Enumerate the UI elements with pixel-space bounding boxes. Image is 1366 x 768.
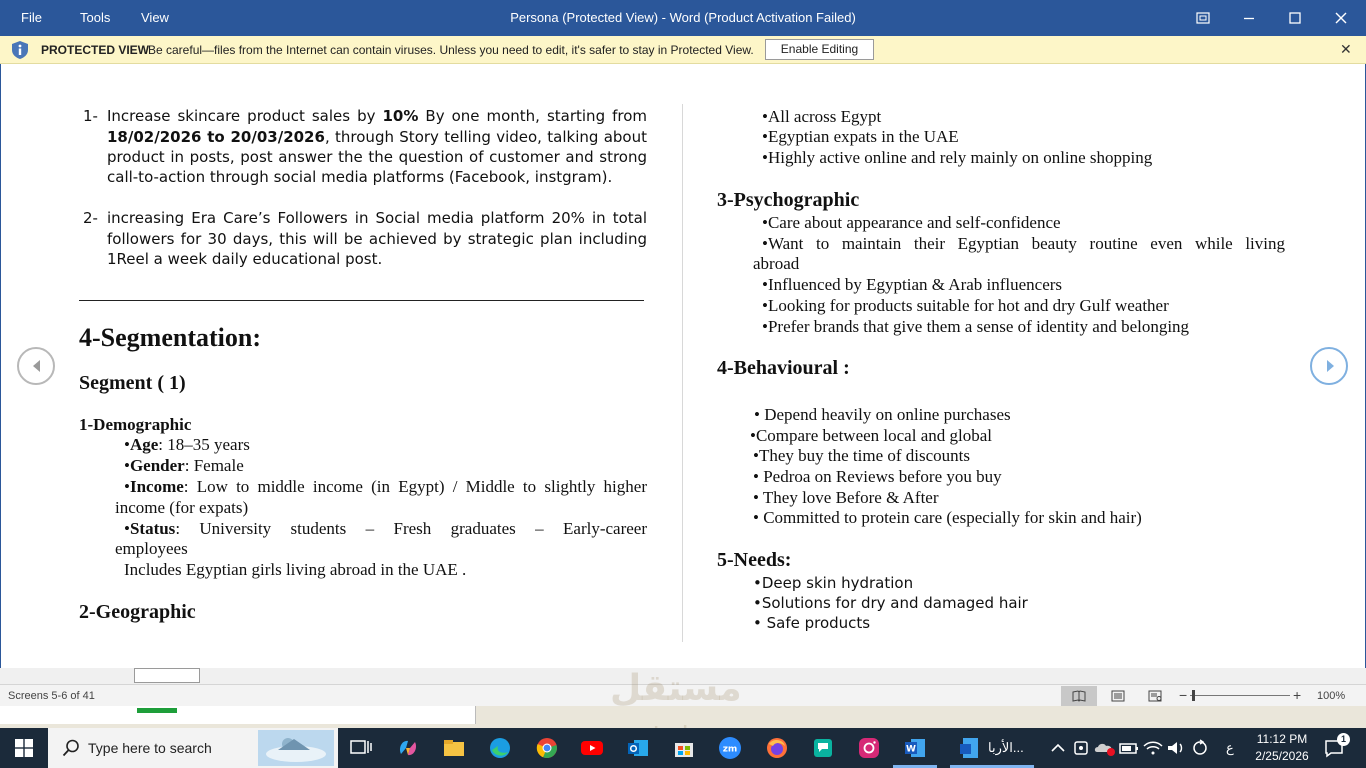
needs-item-text: Deep skin hydration: [761, 574, 914, 592]
beh-item: •Compare between local and global: [750, 426, 992, 445]
word-document-icon[interactable]: [958, 736, 982, 760]
youtube-icon[interactable]: [580, 736, 604, 760]
psy-item-text: Influenced by Egyptian & Arab influencers: [767, 275, 1063, 294]
goal-2-line-3: 1Reel a week daily educational post.: [107, 250, 383, 268]
notification-count-badge: 1: [1337, 733, 1350, 746]
protected-view-close-icon[interactable]: ✕: [1340, 41, 1352, 57]
goal-1-dates: 18/02/2026 to 20/03/2026: [107, 128, 325, 146]
status-continuation: employees: [115, 539, 188, 558]
beh-item-text: Compare between local and global: [755, 426, 992, 445]
menu-view[interactable]: View: [141, 10, 169, 25]
background-window-accent: [137, 708, 177, 713]
income-label: Income: [129, 477, 184, 496]
beh-item-text: Depend heavily on online purchases: [764, 405, 1011, 424]
age-value: : 18–35 years: [158, 435, 250, 454]
beh-item-text: Committed to protein care (especially for skin and hair): [763, 508, 1142, 527]
menu-file[interactable]: File: [21, 10, 42, 25]
needs-item: • Safe products: [753, 614, 871, 632]
file-explorer-icon[interactable]: [442, 736, 466, 760]
needs-item: •Solutions for dry and damaged hair: [753, 594, 1028, 612]
needs-item-text: Solutions for dry and damaged hair: [761, 594, 1028, 612]
goal-1-text-d: , through Story telling video, talking about: [324, 128, 647, 146]
input-language-indicator[interactable]: ع: [1226, 740, 1234, 755]
word-icon[interactable]: [903, 736, 927, 760]
protected-view-message: Be careful—files from the Internet can contain viruses. Unless you need to edit, it's safer to stay in Protected View.: [148, 43, 754, 57]
psy-item: •Looking for products suitable for hot and dry Gulf weather: [762, 296, 1169, 315]
feedback-icon[interactable]: [811, 736, 835, 760]
beh-item: • They love Before & After: [753, 488, 939, 507]
psy-item: •Prefer brands that give them a sense of identity and belonging: [762, 317, 1190, 336]
store-icon[interactable]: [672, 736, 696, 760]
goal-2-line-2: followers for 30 days, this will be achieved by strategic plan including: [107, 230, 647, 248]
status-value: : University students – Fresh graduates – Early-career: [175, 519, 647, 538]
copilot-icon[interactable]: [396, 736, 420, 760]
svg-text:zm: zm: [722, 744, 738, 755]
goal-2-line-1: increasing Era Care’s Followers in Social media platform 20% in total: [107, 209, 647, 227]
background-window-panel: [0, 706, 476, 724]
goal-1-percent: 10%: [382, 107, 419, 125]
volume-icon[interactable]: [1164, 736, 1188, 760]
beh-item: • Committed to protein care (especially for skin and hair): [753, 508, 1142, 527]
needs-item-text: Safe products: [766, 614, 871, 632]
enable-editing-button[interactable]: Enable Editing: [765, 39, 874, 60]
instagram-icon[interactable]: [857, 736, 881, 760]
goal-1-line-1: [107, 107, 647, 125]
income-value: : Low to middle income (in Egypt) / Middle to slightly higher: [183, 477, 647, 496]
fullscreen-icon[interactable]: [1180, 0, 1226, 36]
geo-item: •Highly active online and rely mainly on online shopping: [762, 148, 1153, 167]
behavioural-heading: 4-Behavioural :: [717, 357, 850, 379]
edge-icon[interactable]: [488, 736, 512, 760]
maximize-icon[interactable]: [1272, 0, 1318, 36]
psy-item-continuation: abroad: [753, 254, 800, 273]
search-highlight-image: [258, 730, 334, 766]
search-icon: [62, 739, 80, 757]
system-clock[interactable]: [1250, 731, 1314, 765]
geo-item-text: All across Egypt: [767, 107, 882, 126]
task-view-icon[interactable]: [349, 736, 373, 760]
geo-item: •Egyptian expats in the UAE: [762, 127, 959, 146]
svg-text:W: W: [906, 744, 916, 755]
firefox-icon[interactable]: [765, 736, 789, 760]
includes-text: Includes Egyptian girls living abroad in the UAE .: [124, 560, 467, 579]
gender-value: : Female: [184, 456, 244, 475]
title-bar: [0, 0, 1366, 36]
previous-screen-button[interactable]: [17, 347, 55, 385]
zoom-app-icon[interactable]: [718, 736, 742, 760]
meet-now-icon[interactable]: [1070, 736, 1094, 760]
beh-item: •They buy the time of discounts: [753, 446, 971, 465]
beh-item: • Pedroa on Reviews before you buy: [753, 467, 1002, 486]
watermark-arabic: مستقل: [610, 668, 742, 709]
goal-2-number: 2-: [83, 209, 98, 227]
window-title: Persona (Protected View) - Word (Product Activation Failed): [510, 10, 856, 25]
protected-view-bar: [0, 36, 1366, 64]
protected-view-label: PROTECTED VIEW: [41, 43, 150, 57]
sync-icon[interactable]: [1188, 736, 1212, 760]
clock-time: 11:12 PM: [1256, 732, 1308, 746]
print-layout-icon[interactable]: [1100, 686, 1136, 706]
geographic-heading: 2-Geographic: [79, 601, 196, 623]
psy-item-text: Looking for products suitable for hot and dry Gulf weather: [767, 296, 1169, 315]
status-item: •Status: University students – Fresh graduates – Early-career: [124, 519, 647, 538]
windows-logo-icon: [15, 739, 33, 757]
web-layout-icon[interactable]: [1137, 686, 1173, 706]
segment-heading: Segment ( 1): [79, 372, 186, 394]
taskbar-search-box[interactable]: [48, 728, 338, 768]
zoom-slider[interactable]: [1190, 695, 1290, 696]
next-screen-button[interactable]: [1310, 347, 1348, 385]
income-item: •Income: Low to middle income (in Egypt) / Middle to slightly higher: [124, 477, 647, 496]
gender-label: Gender: [129, 456, 185, 475]
geo-item-text: Highly active online and rely mainly on online shopping: [767, 148, 1153, 167]
age-item: •Age: 18–35 years: [124, 435, 250, 454]
wifi-icon[interactable]: [1141, 736, 1165, 760]
chevron-right-icon: [1322, 358, 1338, 374]
age-label: Age: [129, 435, 159, 454]
segmentation-heading: 4-Segmentation:: [79, 323, 261, 352]
search-placeholder[interactable]: Type here to search: [88, 740, 212, 756]
status-label: Status: [129, 519, 176, 538]
goal-1-line-2: [107, 128, 647, 146]
geo-item: •All across Egypt: [762, 107, 882, 126]
read-mode-icon[interactable]: [1061, 686, 1097, 706]
zoom-out-button[interactable]: −: [1179, 687, 1188, 703]
beh-item-text: They buy the time of discounts: [758, 446, 971, 465]
psy-item: •Want to maintain their Egyptian beauty routine even while living: [762, 234, 1285, 253]
needs-item: •Deep skin hydration: [753, 574, 914, 592]
chevron-left-icon: [29, 358, 45, 374]
menu-tools[interactable]: Tools: [80, 10, 111, 25]
column-divider: [682, 104, 683, 642]
goal-1-line-4: call-to-action through social media platforms (Facebook, instgram).: [107, 168, 613, 186]
minimize-icon[interactable]: [1226, 0, 1272, 36]
psychographic-heading: 3-Psychographic: [717, 189, 860, 211]
psy-item: •Influenced by Egyptian & Arab influencers: [762, 275, 1063, 294]
shield-info-icon: [10, 40, 30, 60]
close-icon[interactable]: [1318, 0, 1364, 36]
demographic-heading: 1-Demographic: [79, 415, 192, 434]
battery-icon[interactable]: [1117, 736, 1141, 760]
psy-item-text: Care about appearance and self-confidence: [767, 213, 1061, 232]
goal-1-text-a: Increase skincare product sales by: [107, 107, 383, 125]
onedrive-icon[interactable]: [1093, 736, 1117, 760]
screen-count: Screens 5-6 of 41: [8, 690, 95, 702]
psy-item-text: Want to maintain their Egyptian beauty routine even while living: [767, 234, 1285, 253]
horizontal-rule: [79, 300, 644, 301]
zoom-in-button[interactable]: +: [1293, 687, 1302, 703]
income-continuation: income (for expats): [115, 498, 249, 517]
chevron-up-icon[interactable]: [1046, 736, 1070, 760]
psy-item: •Care about appearance and self-confidence: [762, 213, 1061, 232]
beh-item: • Depend heavily on online purchases: [754, 405, 1011, 424]
word-document-label[interactable]: الأربا...: [988, 740, 1024, 755]
geo-item-text: Egyptian expats in the UAE: [767, 127, 959, 146]
psy-item-text: Prefer brands that give them a sense of identity and belonging: [767, 317, 1190, 336]
outlook-icon[interactable]: [626, 736, 650, 760]
chrome-icon[interactable]: [535, 736, 559, 760]
needs-heading: 5-Needs:: [717, 549, 792, 571]
horizontal-scrollbar-thumb[interactable]: [134, 668, 200, 683]
zoom-level[interactable]: 100%: [1317, 690, 1346, 702]
goal-1-line-3: product in posts, post answer the the question of customer and strong: [107, 148, 647, 166]
beh-item-text: They love Before & After: [762, 488, 939, 507]
taskbar: [0, 728, 1366, 768]
clock-date: 2/25/2026: [1255, 749, 1309, 763]
start-button[interactable]: [0, 728, 48, 768]
gender-item: •Gender: Female: [124, 456, 244, 475]
zoom-slider-thumb[interactable]: [1192, 690, 1195, 701]
goal-1-number: 1-: [83, 107, 98, 125]
beh-item-text: Pedroa on Reviews before you buy: [763, 467, 1002, 486]
goal-1-text-c: By one month, starting from: [418, 107, 647, 125]
